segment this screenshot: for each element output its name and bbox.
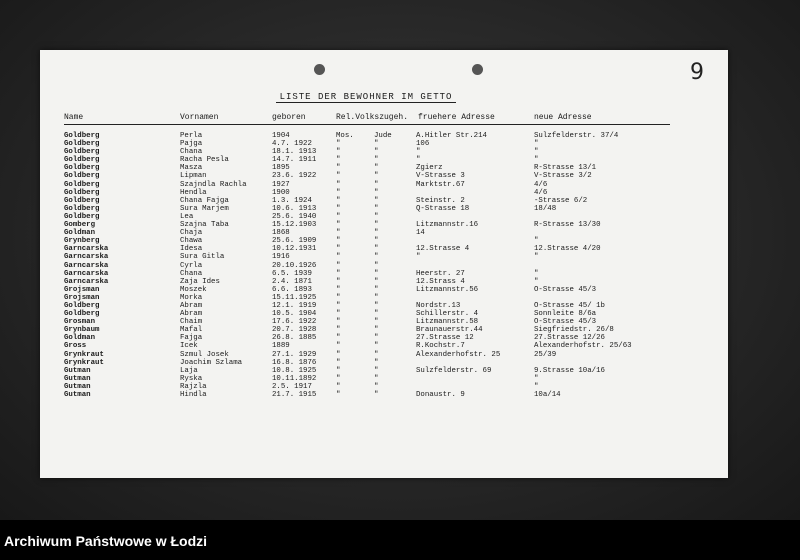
cell-born: 10.8. 1925 [272,366,317,375]
cell-nationality: " [336,277,341,286]
cell-previous-address: Heerstr. 27 [416,269,465,278]
cell-nationality: " [336,221,341,230]
table-row [40,391,728,399]
cell-first-name: Ryska [180,374,203,383]
cell-born: 15.11.1925 [272,293,317,302]
cell-nationality: " [336,245,341,254]
cell-new-address: Sulzfelderstr. 37/4 [534,132,619,140]
cell-first-name: Masza [180,164,203,173]
cell-first-name: Cyrla [180,261,203,270]
table-row [40,189,728,197]
cell-nationality: " [336,188,341,197]
cell-first-name: Laja [180,366,198,375]
cell-nationality: " [336,196,341,205]
cell-new-address: " [534,382,539,391]
cell-previous-address: Steinstr. 2 [416,196,465,205]
cell-nationality: " [336,156,341,165]
cell-nationality: " [336,366,341,375]
cell-previous-address: V-Strasse 3 [416,172,465,181]
cell-new-address: " [534,269,539,278]
cell-new-address: " [534,156,539,165]
cell-religion: " [374,221,379,230]
header-name: Name [64,113,84,122]
table-row [40,237,728,245]
cell-new-address: 4/6 [534,188,548,197]
cell-name: Grosman [64,318,96,327]
cell-new-address: " [534,237,539,246]
cell-name: Goldberg [64,188,100,197]
cell-nationality: " [336,253,341,262]
table-row [40,359,728,367]
cell-previous-address: R.Kochstr.7 [416,342,465,351]
cell-name: Goldberg [64,212,100,221]
cell-born: 1868 [272,229,290,238]
cell-born: 16.8. 1876 [272,358,317,367]
cell-first-name: Morka [180,293,203,302]
cell-first-name: Chawa [180,237,203,246]
cell-born: 27.1. 1929 [272,350,317,359]
cell-nationality: " [336,358,341,367]
document-title: LISTE DER BEWOHNER IM GETTO [276,92,456,103]
cell-new-address: Sonnleite 8/6a [534,310,597,319]
cell-religion: " [374,245,379,254]
cell-new-address: 4/6 [534,180,548,189]
cell-first-name: Joachim Szlama [180,358,243,367]
cell-first-name: Szmul Josek [180,350,229,359]
cell-religion: " [374,180,379,189]
cell-religion: " [374,140,379,149]
cell-name: Gutman [64,382,91,391]
header-rule [64,124,670,125]
table-row [40,262,728,270]
cell-nationality: " [336,140,341,149]
cell-nationality: Mos. [336,132,354,140]
cell-first-name: Chaim [180,318,203,327]
cell-born: 1895 [272,164,290,173]
table-row [40,213,728,221]
cell-religion: " [374,334,379,343]
cell-first-name: Mafal [180,326,203,335]
cell-new-address: -Strasse 6/2 [534,196,588,205]
cell-nationality: " [336,342,341,351]
cell-new-address: 9.Strasse 10a/16 [534,366,605,375]
cell-name: Garncarska [64,277,109,286]
cell-new-address: O-Strasse 45/ 1b [534,301,605,310]
cell-nationality: " [336,391,341,399]
cell-previous-address: Schillerstr. 4 [416,310,479,319]
cell-first-name: Lea [180,212,194,221]
cell-name: Goldberg [64,204,100,213]
table-row [40,294,728,302]
cell-born: 10.11.1892 [272,374,317,383]
cell-nationality: " [336,180,341,189]
cell-religion: " [374,293,379,302]
cell-new-address: 10a/14 [534,391,561,399]
archive-name: Archiwum Państwowe w Łodzi [4,533,208,549]
cell-religion: " [374,285,379,294]
cell-name: Garncarska [64,261,109,270]
cell-religion: " [374,261,379,270]
table-row [40,278,728,286]
cell-first-name: Chana [180,269,203,278]
footer-bar [0,520,800,560]
cell-religion: " [374,164,379,173]
cell-nationality: " [336,164,341,173]
cell-first-name: Chana Fajga [180,196,229,205]
header-new-address: neue Adresse [534,113,592,122]
table-row [40,164,728,172]
cell-name: Goldman [64,334,96,343]
cell-previous-address: Alexanderhofstr. 25 [416,350,501,359]
cell-born: 18.1. 1913 [272,148,317,157]
cell-name: Grynberg [64,237,100,246]
cell-previous-address: Braunauerstr.44 [416,326,483,335]
cell-new-address: " [534,148,539,157]
cell-nationality: " [336,293,341,302]
cell-name: Goldberg [64,156,100,165]
table-row [40,132,728,140]
table-row [40,286,728,294]
cell-first-name: Pajga [180,140,203,149]
cell-first-name: Zaja Ides [180,277,220,286]
cell-first-name: Szajna Taba [180,221,229,230]
cell-born: 1927 [272,180,290,189]
cell-religion: " [374,188,379,197]
cell-religion: " [374,253,379,262]
punch-hole-left [314,64,325,75]
cell-previous-address: Donaustr. 9 [416,391,465,399]
table-row [40,229,728,237]
cell-previous-address: Litzmannstr.16 [416,221,479,230]
cell-religion: " [374,391,379,399]
header-nationality: Rel.Volkszugeh. [336,113,409,122]
cell-new-address: Siegfriedstr. 26/8 [534,326,614,335]
cell-first-name: Lipman [180,172,207,181]
cell-religion: " [374,156,379,165]
cell-name: Goldberg [64,310,100,319]
cell-born: 4.7. 1922 [272,140,312,149]
table-row [40,140,728,148]
cell-previous-address: " [416,156,421,165]
cell-first-name: Abram [180,310,203,319]
cell-new-address: " [534,374,539,383]
table-row [40,253,728,261]
cell-first-name: Abram [180,301,203,310]
cell-religion: " [374,318,379,327]
cell-previous-address: Sulzfelderstr. 69 [416,366,492,375]
table-row [40,342,728,350]
cell-born: 26.8. 1885 [272,334,317,343]
cell-previous-address: Litzmannstr.56 [416,285,479,294]
cell-first-name: Sura Gitla [180,253,225,262]
cell-nationality: " [336,310,341,319]
cell-born: 6.6. 1893 [272,285,312,294]
cell-new-address: 18/48 [534,204,557,213]
cell-name: Gutman [64,366,91,375]
cell-first-name: Icek [180,342,198,351]
cell-name: Gutman [64,391,91,399]
cell-new-address: V-Strasse 3/2 [534,172,592,181]
cell-nationality: " [336,204,341,213]
table-row [40,181,728,189]
header-previous-address: fruehere Adresse [418,113,495,122]
cell-name: Gutman [64,374,91,383]
cell-nationality: " [336,382,341,391]
cell-previous-address: 12.Strasse 4 [416,245,470,254]
table-row [40,351,728,359]
cell-first-name: Rajzla [180,382,207,391]
table-row [40,245,728,253]
cell-nationality: " [336,237,341,246]
cell-first-name: Moszek [180,285,207,294]
table-row [40,221,728,229]
table-row [40,326,728,334]
cell-born: 20.10.1926 [272,261,317,270]
table-row [40,375,728,383]
cell-born: 1916 [272,253,290,262]
cell-born: 25.6. 1909 [272,237,317,246]
cell-previous-address: A.Hitler Str.214 [416,132,487,140]
cell-new-address: R-Strasse 13/30 [534,221,601,230]
cell-previous-address: Q-Strasse 18 [416,204,470,213]
table-row [40,302,728,310]
punch-hole-right [472,64,483,75]
cell-born: 10.5. 1904 [272,310,317,319]
cell-religion: " [374,269,379,278]
cell-previous-address: Nordstr.13 [416,301,461,310]
cell-religion: " [374,148,379,157]
cell-first-name: Idesa [180,245,203,254]
cell-name: Grynkraut [64,350,104,359]
cell-nationality: " [336,285,341,294]
cell-born: 10.12.1931 [272,245,317,254]
cell-first-name: Hindla [180,391,207,399]
cell-name: Goldman [64,229,96,238]
cell-born: 17.6. 1922 [272,318,317,327]
table-row [40,156,728,164]
cell-new-address: " [534,277,539,286]
cell-name: Garncarska [64,245,109,254]
cell-religion: " [374,229,379,238]
cell-previous-address: " [416,253,421,262]
cell-nationality: " [336,269,341,278]
cell-religion: Jude [374,132,392,140]
cell-religion: " [374,196,379,205]
cell-new-address: R-Strasse 13/1 [534,164,597,173]
table-row [40,367,728,375]
table-row [40,172,728,180]
cell-born: 1889 [272,342,290,351]
cell-new-address: " [534,140,539,149]
cell-previous-address: 106 [416,140,430,149]
cell-name: Goldberg [64,180,100,189]
resident-list [40,132,728,399]
cell-name: Goldberg [64,301,100,310]
table-row [40,334,728,342]
cell-nationality: " [336,301,341,310]
cell-nationality: " [336,148,341,157]
cell-born: 14.7. 1911 [272,156,317,165]
cell-name: Grojsman [64,285,100,294]
cell-name: Goldberg [64,196,100,205]
table-row [40,205,728,213]
cell-born: 20.7. 1928 [272,326,317,335]
cell-born: 15.12.1903 [272,221,317,230]
cell-religion: " [374,374,379,383]
cell-previous-address: Litzmannstr.58 [416,318,479,327]
cell-nationality: " [336,172,341,181]
cell-first-name: Fajga [180,334,203,343]
cell-born: 25.6. 1940 [272,212,317,221]
cell-new-address: O-Strasse 45/3 [534,285,597,294]
cell-nationality: " [336,334,341,343]
cell-name: Goldberg [64,132,100,140]
table-row [40,197,728,205]
cell-religion: " [374,277,379,286]
cell-born: 12.1. 1919 [272,301,317,310]
cell-religion: " [374,237,379,246]
cell-name: Goldberg [64,164,100,173]
cell-born: 6.5. 1939 [272,269,312,278]
cell-first-name: Sura Marjem [180,204,229,213]
cell-religion: " [374,382,379,391]
cell-born: 1900 [272,188,290,197]
cell-religion: " [374,301,379,310]
table-row [40,148,728,156]
cell-born: 21.7. 1915 [272,391,317,399]
cell-nationality: " [336,326,341,335]
cell-nationality: " [336,318,341,327]
cell-religion: " [374,350,379,359]
cell-name: Garncarska [64,253,109,262]
cell-new-address: 12.Strasse 4/20 [534,245,601,254]
cell-name: Grojsman [64,293,100,302]
table-row [40,270,728,278]
cell-nationality: " [336,229,341,238]
cell-name: Gross [64,342,87,351]
cell-name: Grynbaum [64,326,100,335]
cell-previous-address: 27.Strasse 12 [416,334,474,343]
header-first-name: Vornamen [180,113,219,122]
table-row [40,318,728,326]
cell-born: 10.6. 1913 [272,204,317,213]
cell-first-name: Perla [180,132,203,140]
cell-born: 1904 [272,132,290,140]
cell-religion: " [374,212,379,221]
cell-born: 2.4. 1871 [272,277,312,286]
cell-new-address: O-Strasse 45/3 [534,318,597,327]
page-number: 9 [690,60,704,85]
cell-nationality: " [336,261,341,270]
cell-previous-address: Marktstr.67 [416,180,465,189]
cell-religion: " [374,358,379,367]
cell-new-address: " [534,253,539,262]
document-page [40,50,728,478]
cell-name: Grynkraut [64,358,104,367]
cell-first-name: Hendla [180,188,207,197]
header-born: geboren [272,113,306,122]
cell-religion: " [374,204,379,213]
table-row [40,383,728,391]
cell-religion: " [374,366,379,375]
cell-born: 1.3. 1924 [272,196,312,205]
cell-born: 23.6. 1922 [272,172,317,181]
cell-nationality: " [336,350,341,359]
cell-name: Gomberg [64,221,96,230]
cell-religion: " [374,342,379,351]
cell-previous-address: Zgierz [416,164,443,173]
cell-born: 2.5. 1917 [272,382,312,391]
cell-new-address: Alexanderhofstr. 25/63 [534,342,632,351]
table-row [40,310,728,318]
cell-previous-address: 14 [416,229,425,238]
cell-religion: " [374,326,379,335]
cell-religion: " [374,310,379,319]
cell-nationality: " [336,212,341,221]
cell-nationality: " [336,374,341,383]
cell-name: Goldberg [64,172,100,181]
cell-new-address: 27.Strasse 12/26 [534,334,605,343]
cell-first-name: Chana [180,148,203,157]
cell-name: Garncarska [64,269,109,278]
cell-religion: " [374,172,379,181]
cell-previous-address: " [416,148,421,157]
cell-name: Goldberg [64,140,100,149]
cell-previous-address: 12.Strass 4 [416,277,465,286]
cell-name: Goldberg [64,148,100,157]
cell-first-name: Racha Pesla [180,156,229,165]
cell-first-name: Chaja [180,229,203,238]
cell-new-address: 25/39 [534,350,557,359]
cell-first-name: Szajndla Rachla [180,180,247,189]
